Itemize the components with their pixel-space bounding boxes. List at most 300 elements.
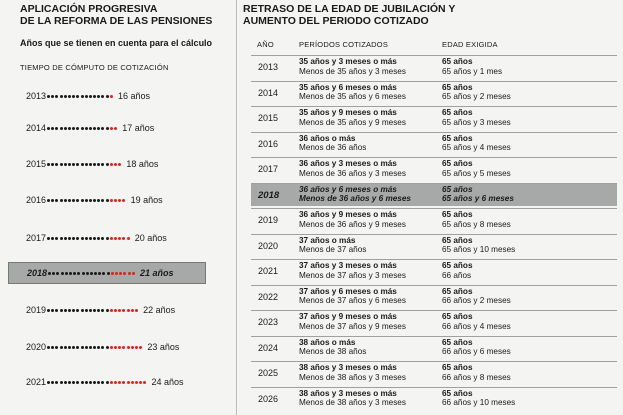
dot-red xyxy=(131,381,134,384)
dot-red xyxy=(111,272,114,275)
dot xyxy=(97,237,100,240)
age-other: 65 años y 6 meses xyxy=(442,194,514,203)
row-year: 2016 xyxy=(258,138,279,149)
dot xyxy=(106,346,109,349)
dot xyxy=(97,95,100,98)
row-year: 2020 xyxy=(258,240,279,251)
right-panel xyxy=(243,0,623,415)
row-periods xyxy=(299,389,406,408)
dot xyxy=(64,309,67,312)
dot xyxy=(47,163,50,166)
dot xyxy=(76,237,79,240)
years-count: 20 años xyxy=(134,233,167,243)
years-row xyxy=(8,227,206,249)
row-year: 2026 xyxy=(258,393,279,404)
dot-red xyxy=(135,309,138,312)
age-other: 65 años y 2 meses xyxy=(442,92,511,101)
dot xyxy=(55,199,58,202)
dot-red xyxy=(128,272,131,275)
dot-red xyxy=(118,309,121,312)
dot xyxy=(68,381,71,384)
row-age xyxy=(442,159,511,178)
dot xyxy=(93,381,96,384)
years-count: 21 años xyxy=(139,268,174,278)
dot xyxy=(101,163,104,166)
row-year: 2021 xyxy=(258,266,279,276)
period-less: Menos de 38 años xyxy=(299,347,367,356)
dot xyxy=(72,309,75,312)
dot xyxy=(101,237,104,240)
row-age xyxy=(442,210,511,229)
row-periods xyxy=(299,287,406,306)
table-row xyxy=(251,208,617,231)
years-row xyxy=(8,336,206,358)
table-row xyxy=(251,285,617,308)
dot xyxy=(98,272,101,275)
dot xyxy=(106,237,109,240)
age-other: 65 años y 8 meses xyxy=(442,219,511,229)
dot xyxy=(52,272,55,275)
years-row xyxy=(8,371,206,393)
dot xyxy=(81,127,84,130)
row-year: 2019 xyxy=(258,215,279,225)
dot xyxy=(48,272,51,275)
dot xyxy=(51,95,54,98)
left-title-line1: APLICACIÓN PROGRESIVA xyxy=(20,3,158,15)
dot-red xyxy=(118,199,121,202)
table-row xyxy=(251,106,617,129)
dot xyxy=(89,163,92,166)
dot xyxy=(106,127,109,130)
row-age xyxy=(442,57,502,76)
dot xyxy=(64,163,67,166)
dot-red xyxy=(139,381,142,384)
dot xyxy=(65,272,68,275)
period-min: 37 años y 6 meses o más xyxy=(299,286,397,296)
row-age xyxy=(442,83,511,102)
dot xyxy=(73,272,76,275)
table-row xyxy=(251,55,617,78)
dot-red xyxy=(110,346,113,349)
age-min: 65 años xyxy=(442,108,473,117)
dot xyxy=(93,237,96,240)
dot xyxy=(72,163,75,166)
age-other: 65 años y 1 mes xyxy=(442,66,503,76)
dot xyxy=(76,309,79,312)
dot xyxy=(85,309,88,312)
row-year: 2015 xyxy=(258,113,279,123)
years-count: 17 años xyxy=(122,123,155,133)
dot xyxy=(51,346,54,349)
dot xyxy=(55,346,58,349)
row-age xyxy=(442,338,511,357)
period-less: Menos de 37 años xyxy=(299,245,367,254)
dot xyxy=(76,163,79,166)
dot xyxy=(76,95,79,98)
period-min: 35 años y 3 meses o más xyxy=(299,57,397,66)
year-label: 2021 xyxy=(25,377,46,387)
dot xyxy=(86,272,89,275)
dot-red xyxy=(118,346,121,349)
dot xyxy=(101,199,104,202)
years-row-highlighted xyxy=(8,262,206,284)
dot-red xyxy=(122,237,125,240)
table-row xyxy=(251,387,617,410)
age-min: 65 años xyxy=(442,363,473,372)
row-periods xyxy=(299,83,406,102)
dot-bar xyxy=(48,272,136,275)
years-count: 16 años xyxy=(118,91,151,101)
dot-bar xyxy=(47,346,143,349)
period-min: 38 años y 3 meses o más xyxy=(299,388,397,398)
dot xyxy=(68,237,71,240)
row-periods xyxy=(299,210,406,229)
right-title-line2: AUMENTO DEL PERIODO COTIZADO xyxy=(243,15,429,27)
dot xyxy=(107,272,110,275)
dot xyxy=(55,95,58,98)
period-min: 38 años o más xyxy=(299,337,356,347)
dot xyxy=(51,381,54,384)
dot-red xyxy=(122,309,125,312)
dot-red xyxy=(131,346,134,349)
period-min: 37 años o más xyxy=(299,235,356,245)
dot xyxy=(85,127,88,130)
dot xyxy=(51,237,54,240)
dot xyxy=(68,95,71,98)
row-age xyxy=(442,236,515,255)
years-count: 23 años xyxy=(147,342,180,352)
dot xyxy=(106,199,109,202)
age-min: 65 años xyxy=(442,388,473,398)
dot-red xyxy=(114,381,117,384)
dot xyxy=(64,381,67,384)
row-year: 2025 xyxy=(258,368,279,378)
dot xyxy=(101,309,104,312)
left-subtitle: Años que se tienen en cuenta para el cálculo xyxy=(20,38,213,48)
dot xyxy=(81,199,84,202)
dot xyxy=(51,163,54,166)
dot-bar xyxy=(47,309,139,312)
dot xyxy=(81,163,84,166)
period-less: Menos de 38 años y 3 meses xyxy=(299,398,406,407)
period-min: 37 años y 3 meses o más xyxy=(299,261,397,270)
dot-red xyxy=(135,381,138,384)
dot xyxy=(97,309,100,312)
dot-red xyxy=(118,237,121,240)
dot-red xyxy=(110,237,113,240)
row-year: 2013 xyxy=(258,62,279,72)
dot xyxy=(47,346,50,349)
period-less: Menos de 37 años y 3 meses xyxy=(299,270,406,280)
dot xyxy=(47,309,50,312)
years-row xyxy=(8,153,206,175)
age-other: 66 años y 2 meses xyxy=(442,296,511,305)
row-periods xyxy=(299,159,406,178)
years-row xyxy=(8,117,206,139)
dot xyxy=(55,163,58,166)
row-age xyxy=(442,261,473,280)
period-less: Menos de 36 años y 3 meses xyxy=(299,168,406,178)
age-other: 66 años y 10 meses xyxy=(442,398,516,407)
dot xyxy=(106,381,109,384)
table-row xyxy=(251,336,617,359)
dot-red xyxy=(122,346,125,349)
dot-bar xyxy=(47,163,122,166)
dot xyxy=(93,163,96,166)
left-title xyxy=(20,3,212,27)
age-other: 65 años y 5 meses xyxy=(442,168,511,178)
dot xyxy=(93,95,96,98)
table-row xyxy=(251,157,617,180)
dot-red xyxy=(119,272,122,275)
dot xyxy=(82,272,85,275)
table-row xyxy=(251,132,617,155)
dot xyxy=(60,309,63,312)
dot-red xyxy=(139,346,142,349)
dot xyxy=(85,381,88,384)
row-age xyxy=(442,185,514,204)
dot xyxy=(76,381,79,384)
dot-red xyxy=(127,346,130,349)
year-label: 2015 xyxy=(25,159,46,169)
header-age: EDAD EXIGIDA xyxy=(442,40,498,49)
row-age xyxy=(442,363,511,382)
dot xyxy=(106,95,109,98)
dot xyxy=(90,272,93,275)
dot-red xyxy=(110,199,113,202)
dot xyxy=(97,163,100,166)
dot-red xyxy=(114,199,117,202)
dot xyxy=(85,95,88,98)
dot xyxy=(47,381,50,384)
age-min: 65 años xyxy=(442,159,473,168)
dot-red xyxy=(110,381,113,384)
dot xyxy=(47,127,50,130)
dot-red xyxy=(114,237,117,240)
dot-red xyxy=(114,309,117,312)
dot xyxy=(102,272,105,275)
age-min: 65 años xyxy=(442,133,473,143)
age-min: 65 años xyxy=(442,286,473,296)
age-other: 66 años y 6 meses xyxy=(442,347,511,356)
age-min: 65 años xyxy=(442,82,473,92)
dot xyxy=(55,381,58,384)
dot xyxy=(51,199,54,202)
dot-red xyxy=(143,381,146,384)
dot xyxy=(89,346,92,349)
period-min: 36 años o más xyxy=(299,133,356,143)
dot xyxy=(85,199,88,202)
dot xyxy=(51,127,54,130)
dot xyxy=(72,381,75,384)
row-periods xyxy=(299,185,411,204)
year-label: 2014 xyxy=(25,123,46,133)
dot xyxy=(81,309,84,312)
years-row xyxy=(8,299,206,321)
year-label: 2017 xyxy=(25,233,46,243)
dot xyxy=(94,272,97,275)
left-caption: TIEMPO DE CÓMPUTO DE COTIZACIÓN xyxy=(20,63,169,72)
dot xyxy=(72,127,75,130)
row-age xyxy=(442,287,511,306)
dot xyxy=(89,127,92,130)
left-title-line2: DE LA REFORMA DE LAS PENSIONES xyxy=(20,15,213,27)
row-periods xyxy=(299,236,366,255)
dot xyxy=(72,199,75,202)
dot-red xyxy=(114,346,117,349)
age-min: 65 años xyxy=(442,261,473,270)
dot xyxy=(55,237,58,240)
dot xyxy=(64,199,67,202)
dot xyxy=(97,381,100,384)
dot xyxy=(47,237,50,240)
dot xyxy=(89,199,92,202)
table-row xyxy=(251,259,617,282)
year-label: 2013 xyxy=(25,91,46,101)
period-less: Menos de 37 años y 6 meses xyxy=(299,296,406,305)
dot-bar xyxy=(47,199,127,202)
row-periods xyxy=(299,108,406,127)
dot-red xyxy=(115,272,118,275)
row-age xyxy=(442,389,515,408)
row-year: 2023 xyxy=(258,317,279,327)
dot-red xyxy=(135,346,138,349)
dot xyxy=(68,127,71,130)
row-age xyxy=(442,312,511,331)
dot xyxy=(60,163,63,166)
dot-red xyxy=(114,163,117,166)
table-row xyxy=(251,361,617,384)
age-min: 65 años xyxy=(442,337,473,347)
table-row xyxy=(251,310,617,333)
years-row xyxy=(8,189,206,211)
dot xyxy=(101,95,104,98)
year-label: 2016 xyxy=(25,195,46,205)
dot xyxy=(77,272,80,275)
period-min: 35 años y 6 meses o más xyxy=(299,82,397,92)
panel-divider xyxy=(236,0,237,415)
dot-red xyxy=(118,163,121,166)
dot-red xyxy=(122,199,125,202)
age-other: 65 años y 4 meses xyxy=(442,143,511,152)
row-year: 2018 xyxy=(258,189,280,201)
dot xyxy=(69,272,72,275)
table-row xyxy=(251,81,617,104)
dot xyxy=(89,309,92,312)
years-count: 24 años xyxy=(151,377,184,387)
dot xyxy=(64,346,67,349)
left-panel xyxy=(0,0,236,415)
dot xyxy=(85,346,88,349)
dot xyxy=(81,346,84,349)
dot-red xyxy=(118,381,121,384)
year-label: 2020 xyxy=(25,342,46,352)
dot xyxy=(55,127,58,130)
dot xyxy=(85,237,88,240)
row-age xyxy=(442,134,511,153)
dot xyxy=(106,163,109,166)
dot xyxy=(68,309,71,312)
period-min: 36 años y 6 meses o más xyxy=(299,184,397,194)
dot-bar xyxy=(47,95,114,98)
dot xyxy=(60,346,63,349)
right-title xyxy=(243,3,455,27)
period-less: Menos de 36 años y 6 meses xyxy=(299,194,411,203)
dot xyxy=(89,95,92,98)
row-year: 2017 xyxy=(258,164,279,174)
dot xyxy=(89,237,92,240)
row-year: 2014 xyxy=(258,87,279,98)
dot xyxy=(64,237,67,240)
dot xyxy=(93,199,96,202)
period-less: Menos de 37 años y 9 meses xyxy=(299,321,406,331)
dot-red xyxy=(110,163,113,166)
row-year: 2024 xyxy=(258,342,279,353)
dot xyxy=(64,95,67,98)
dot xyxy=(56,272,59,275)
dot xyxy=(55,309,58,312)
row-year: 2022 xyxy=(258,291,279,302)
dot-red xyxy=(127,237,130,240)
dot xyxy=(97,346,100,349)
dot xyxy=(76,199,79,202)
year-label: 2018 xyxy=(26,268,47,278)
header-periods: PERÍODOS COTIZADOS xyxy=(299,40,389,49)
age-min: 65 años xyxy=(442,235,473,245)
years-count: 22 años xyxy=(143,305,176,315)
age-other: 66 años xyxy=(442,270,472,280)
dot xyxy=(89,381,92,384)
age-other: 66 años y 4 meses xyxy=(442,321,511,331)
dot xyxy=(101,127,104,130)
year-label: 2019 xyxy=(25,305,46,315)
period-min: 36 años y 3 meses o más xyxy=(299,159,397,168)
period-min: 36 años y 9 meses o más xyxy=(299,210,397,219)
dot xyxy=(72,95,75,98)
dot xyxy=(93,346,96,349)
dot xyxy=(76,346,79,349)
age-other: 65 años y 3 meses xyxy=(442,117,511,127)
dot xyxy=(81,237,84,240)
age-min: 65 años xyxy=(442,57,473,66)
dot xyxy=(81,95,84,98)
dot xyxy=(85,163,88,166)
dot xyxy=(60,95,63,98)
dot-red xyxy=(122,381,125,384)
dot xyxy=(60,381,63,384)
years-row xyxy=(8,85,206,107)
period-min: 38 años y 3 meses o más xyxy=(299,363,397,372)
dot xyxy=(60,199,63,202)
row-periods xyxy=(299,338,366,357)
row-age xyxy=(442,108,511,127)
period-less: Menos de 35 años y 3 meses xyxy=(299,66,406,76)
dot-red xyxy=(127,309,130,312)
dot-red xyxy=(131,309,134,312)
dot-red xyxy=(114,127,117,130)
period-less: Menos de 36 años xyxy=(299,143,367,152)
period-less: Menos de 35 años y 9 meses xyxy=(299,117,406,127)
row-periods xyxy=(299,312,406,331)
dot xyxy=(60,127,63,130)
dot-bar xyxy=(47,127,118,130)
dot xyxy=(101,346,104,349)
period-less: Menos de 35 años y 6 meses xyxy=(299,92,406,101)
years-count: 18 años xyxy=(126,159,159,169)
years-count: 19 años xyxy=(130,195,163,205)
dot xyxy=(93,127,96,130)
dot-bar xyxy=(47,381,148,384)
